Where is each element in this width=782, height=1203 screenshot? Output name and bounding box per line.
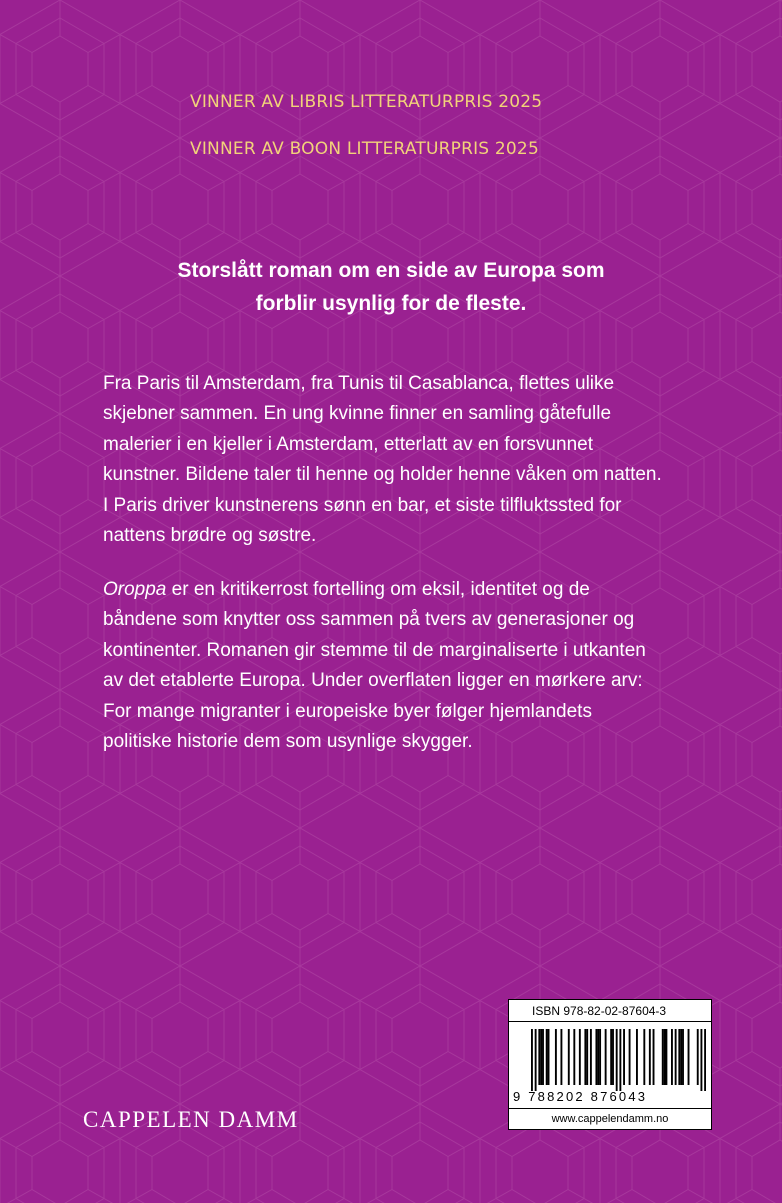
barcode-bar bbox=[636, 1029, 638, 1085]
blurb-line: politiske historie dem som usynlige skygger. bbox=[103, 731, 473, 753]
blurb-line bbox=[103, 575, 703, 605]
blurb-line: av det etablerte Europa. Under overflaten ligger en mørkere arv: bbox=[103, 670, 643, 692]
blurb-line: nattens brødre og søstre. bbox=[103, 525, 317, 547]
barcode-bar bbox=[643, 1029, 645, 1085]
blurb-line: skjebner sammen. En ung kvinne finner en samling gåtefulle bbox=[103, 403, 612, 425]
barcode-bar bbox=[586, 1029, 588, 1085]
publisher-url: www.cappelendamm.no bbox=[509, 1108, 711, 1129]
tagline-line: Storslått roman om en side av Europa som bbox=[177, 259, 605, 282]
barcode-bar bbox=[538, 1029, 540, 1085]
barcode-bar bbox=[548, 1029, 550, 1085]
blurb-line: kontinenter. Romanen gir stemme til de marginaliserte i utkanten bbox=[103, 639, 646, 661]
barcode-bar bbox=[653, 1029, 655, 1085]
publisher-logo: CAPPELEN DAMM bbox=[83, 1107, 299, 1132]
barcode-bar bbox=[560, 1029, 562, 1085]
barcode-bar bbox=[619, 1029, 621, 1091]
barcode-bar bbox=[599, 1029, 601, 1085]
barcode-bar bbox=[535, 1029, 537, 1091]
barcode-bar bbox=[546, 1029, 548, 1085]
barcode-bar bbox=[680, 1029, 682, 1085]
barcode-bar bbox=[579, 1029, 581, 1085]
blurb-line: båndene som knytter oss sammen på tvers av generasjoner og bbox=[103, 609, 635, 631]
barcode-bar bbox=[597, 1029, 599, 1085]
barcode-bar bbox=[671, 1029, 673, 1085]
isbn-label: ISBN 978-82-02-87604-3 bbox=[509, 1000, 711, 1022]
book-title: Oroppa bbox=[103, 579, 167, 600]
blurb-line: For mange migranter i europeiske byer følger hjemlandets bbox=[103, 700, 592, 722]
award-line-libris: VINNER AV LIBRIS LITTERATURPRIS 2025 bbox=[190, 92, 543, 112]
blurb-line: I Paris driver kunstnerens sønn en bar, et siste tilfluktssted for bbox=[103, 494, 622, 516]
barcode-bar bbox=[531, 1029, 533, 1091]
barcode-bar bbox=[675, 1029, 677, 1085]
barcode-bar bbox=[623, 1029, 625, 1085]
barcode-bars bbox=[531, 1029, 706, 1091]
barcode-digits: 9 788202 876043 bbox=[513, 1089, 648, 1104]
barcode-bar bbox=[704, 1029, 706, 1091]
blurb-line: malerier i en kjeller i Amsterdam, etterlatt av en forsvunnet bbox=[103, 433, 593, 455]
barcode-bar bbox=[629, 1029, 631, 1085]
barcode-bar bbox=[610, 1029, 612, 1085]
barcode-bar bbox=[568, 1029, 570, 1085]
award-line-boon: VINNER AV BOON LITTERATURPRIS 2025 bbox=[190, 139, 539, 159]
barcode-bar bbox=[662, 1029, 664, 1085]
barcode-bar bbox=[542, 1029, 544, 1085]
blurb-line: Fra Paris til Amsterdam, fra Tunis til Casablanca, flettes ulike bbox=[103, 373, 615, 394]
blurb-paragraph-2 bbox=[103, 575, 703, 757]
barcode-bar bbox=[584, 1029, 586, 1085]
barcode-bar bbox=[612, 1029, 614, 1085]
blurb-line-rest: er en kritikerrost fortelling om eksil, identitet og de bbox=[166, 579, 590, 600]
barcode-bar bbox=[595, 1029, 597, 1085]
barcode-bar bbox=[665, 1029, 667, 1085]
barcode-bar bbox=[590, 1029, 592, 1085]
barcode-bar bbox=[682, 1029, 684, 1085]
barcode-bar bbox=[540, 1029, 542, 1085]
barcode-box bbox=[508, 999, 712, 1130]
barcode-bar bbox=[688, 1029, 690, 1085]
tagline bbox=[120, 254, 662, 320]
blurb-paragraph-1 bbox=[103, 369, 703, 551]
barcode-bar bbox=[573, 1029, 575, 1085]
blurb-line: kunstner. Bildene taler til henne og holder henne våken om natten. bbox=[103, 464, 662, 486]
barcode-bar bbox=[700, 1029, 702, 1091]
barcode-bar bbox=[649, 1029, 651, 1085]
barcode-bar bbox=[555, 1029, 557, 1085]
barcode-bar bbox=[616, 1029, 618, 1091]
barcode-bar bbox=[678, 1029, 680, 1085]
tagline-line: forblir usynlig for de fleste. bbox=[255, 292, 527, 315]
barcode-bar bbox=[697, 1029, 699, 1085]
barcode-bar bbox=[664, 1029, 666, 1085]
barcode-bar bbox=[605, 1029, 607, 1085]
